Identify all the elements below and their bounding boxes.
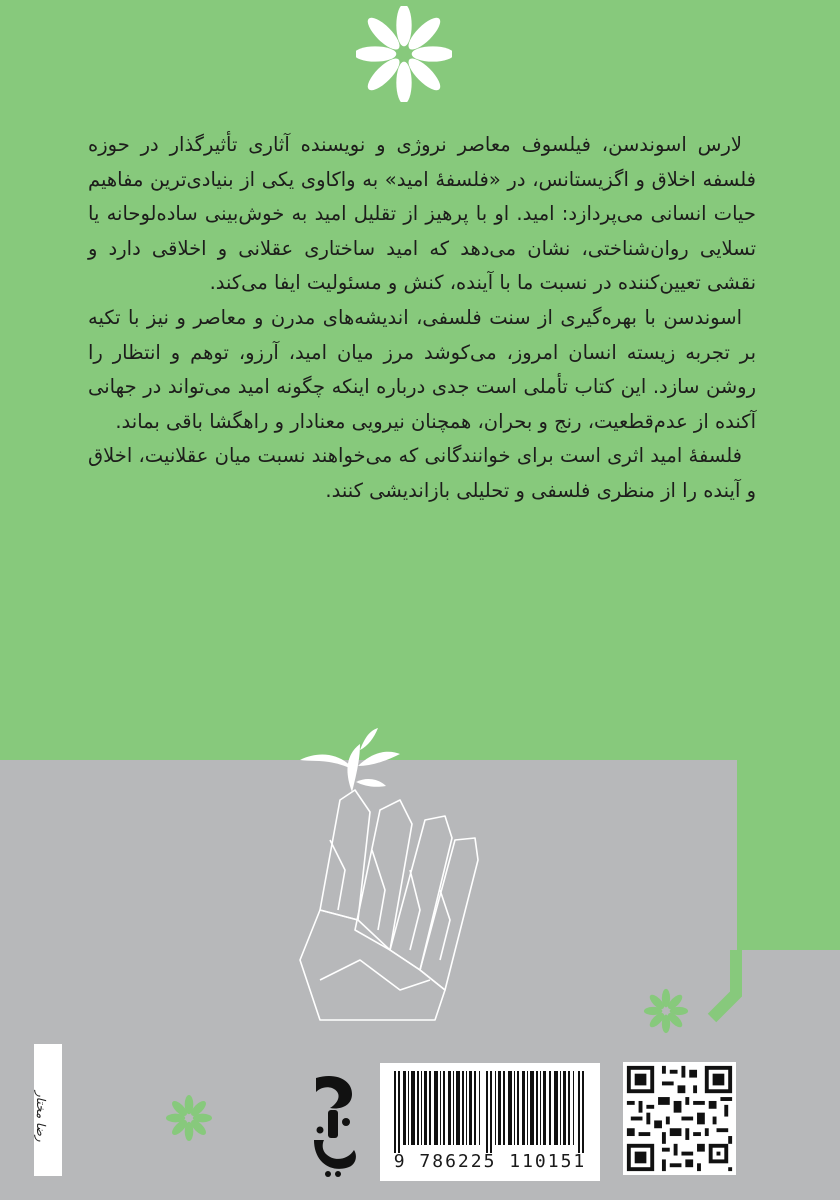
- paragraph-1: لارس اسوندسن، فیلسوف معاصر نروژی و نویسنده آثاری تأثیرگذار در حوزه فلسفه اخلاق و اگزیستانس، در «فلسفهٔ امید» به واکاوی یکی از بنیادی‌ترین مفاهیم حیات انسانی می‌پردازد: امید. او با پرهیز از تقلیل امید به خوش‌بینی ساده‌لوحانه یا تسلایی روان‌شناختی، نشان می‌دهد که امید ساختاری عقلانی و اخلاقی دارد و نقشی تعیین‌کننده در نسبت ما با آینده، کنش و مسئولیت ایفا می‌کند.: [88, 133, 756, 295]
- illustrator-signature: [34, 1044, 62, 1176]
- paragraph-2: اسوندسن با بهره‌گیری از سنت فلسفی، اندیشه‌های مدرن و معاصر و نیز با تکیه بر تجربه زیسته انسان امروز، می‌کوشد مرز میان امید، آرزو، توهم و انتظار را روشن سازد. این کتاب تأملی است جدی درباره اینکه چگونه امید می‌تواند در جهانی آکنده از عدم‌قطعیت، رنج و بحران، همچنان نیرویی معنادار و راهگشا باقی بماند.: [88, 305, 756, 433]
- signature-text: رضا مختار: [34, 1091, 48, 1142]
- barcode-bars: [394, 1071, 586, 1153]
- isbn-number: 9 786225 110151: [393, 1151, 587, 1172]
- paragraph-3: فلسفهٔ امید اثری است برای خوانندگانی که می‌خواهند نسبت میان عقلانیت، اخلاق و آینده را از منظری فلسفی و تحلیلی بازاندیشی کنند.: [88, 444, 756, 502]
- back-cover-text: [88, 128, 756, 509]
- flower-icon: [356, 6, 452, 102]
- flower-icon: [165, 1094, 213, 1142]
- publisher-logo: [306, 1070, 362, 1178]
- barcode: [380, 1063, 600, 1181]
- qr-pattern: [623, 1062, 736, 1175]
- qr-code[interactable]: [623, 1062, 736, 1175]
- flower-icon: [643, 988, 689, 1034]
- plant-illustration: [260, 720, 500, 1040]
